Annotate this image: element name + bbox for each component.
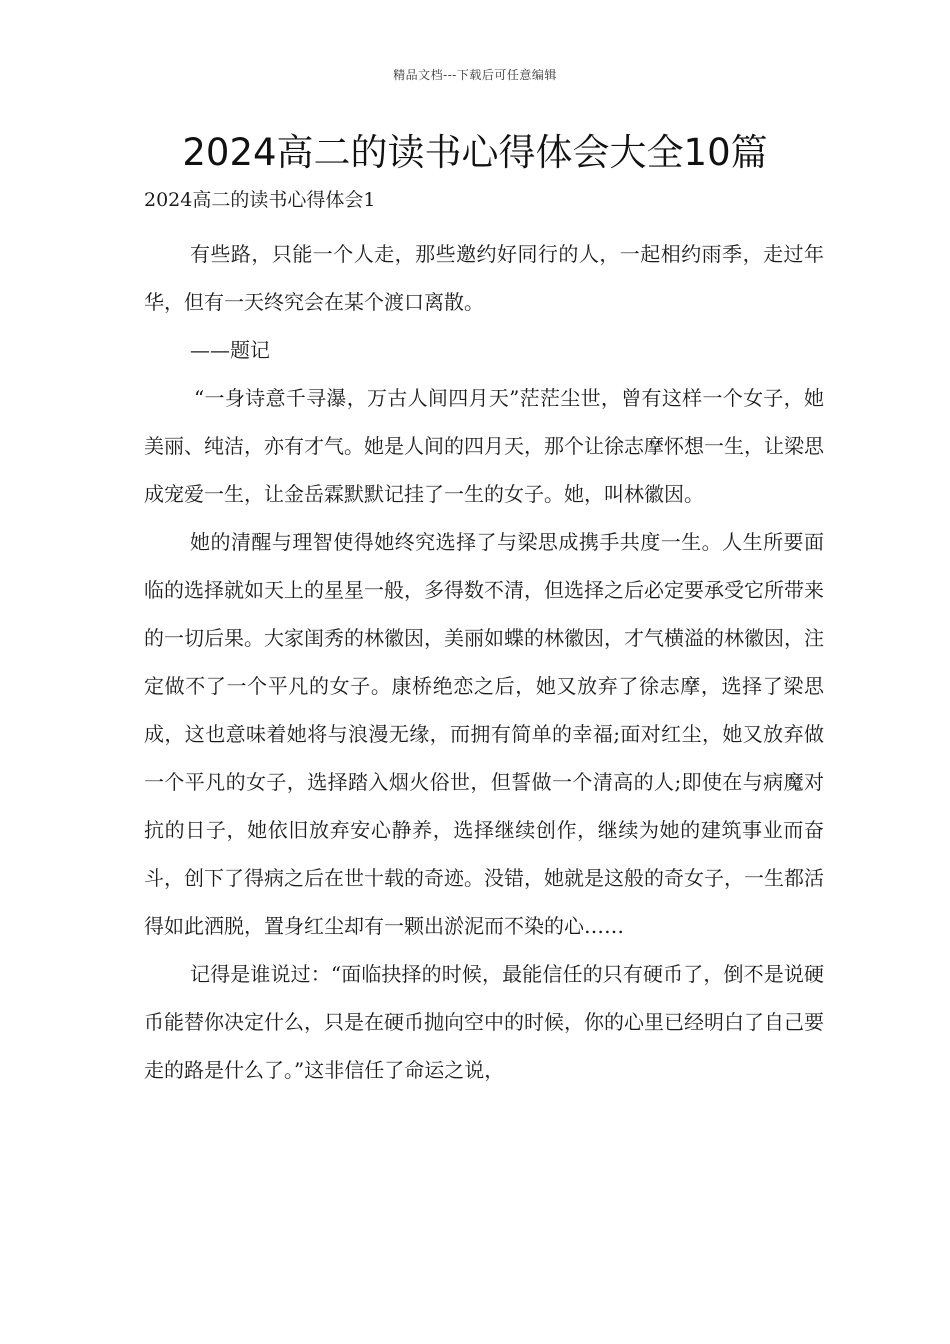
section-heading: 2024高二的读书心得体会1 bbox=[144, 189, 376, 211]
body-paragraph: “一身诗意千寻瀑，万古人间四月天”茫茫尘世，曾有这样一个女子，她美丽、纯洁，亦有才气。她是人间的四月天，那个让徐志摩怀想一生，让梁思成宠爱一生，让金岳霖默默记挂了一生的女子。她，叫林徽因。 bbox=[144, 386, 824, 506]
document-title: 2024高二的读书心得体会大全10篇 bbox=[182, 131, 768, 174]
body-paragraph: 她的清醒与理智使得她终究选择了与梁思成携手共度一生。人生所要面临的选择就如天上的星星一般，多得数不清，但选择之后必定要承受它所带来的一切后果。大家闺秀的林徽因，美丽如蝶的林徽因，才气横溢的林徽因，注定做不了一个平凡的女子。康桥绝恋之后，她又放弃了徐志摩，选择了梁思成，这也意味着她将与浪漫无缘，而拥有简单的幸福;面对红尘，她又放弃做一个平凡的女子，选择踏入烟火俗世，但誓做一个清高的人;即使在与病魔对抗的日子，她依旧放弃安心静养，选择继续创作，继续为她的建筑事业而奋斗，创下了得病之后在世十载的奇迹。没错，她就是这般的奇女子，一生都活得如此洒脱，置身红尘却有一颗出淤泥而不染的心…… bbox=[144, 530, 824, 938]
epigraph-paragraph: 有些路，只能一个人走，那些邀约好同行的人，一起相约雨季，走过年华，但有一天终究会在某个渡口离散。 bbox=[144, 242, 824, 314]
epigraph-attribution: ——题记 bbox=[190, 338, 270, 362]
body-paragraph: 记得是谁说过：“面临抉择的时候，最能信任的只有硬币了，倒不是说硬币能替你决定什么，只是在硬币抛向空中的时候，你的心里已经明白了自己要走的路是什么了。”这非信任了命运之说， bbox=[144, 962, 824, 1082]
document-body bbox=[144, 230, 824, 1094]
page-header: 精品文档---下载后可任意编辑 bbox=[393, 68, 557, 82]
